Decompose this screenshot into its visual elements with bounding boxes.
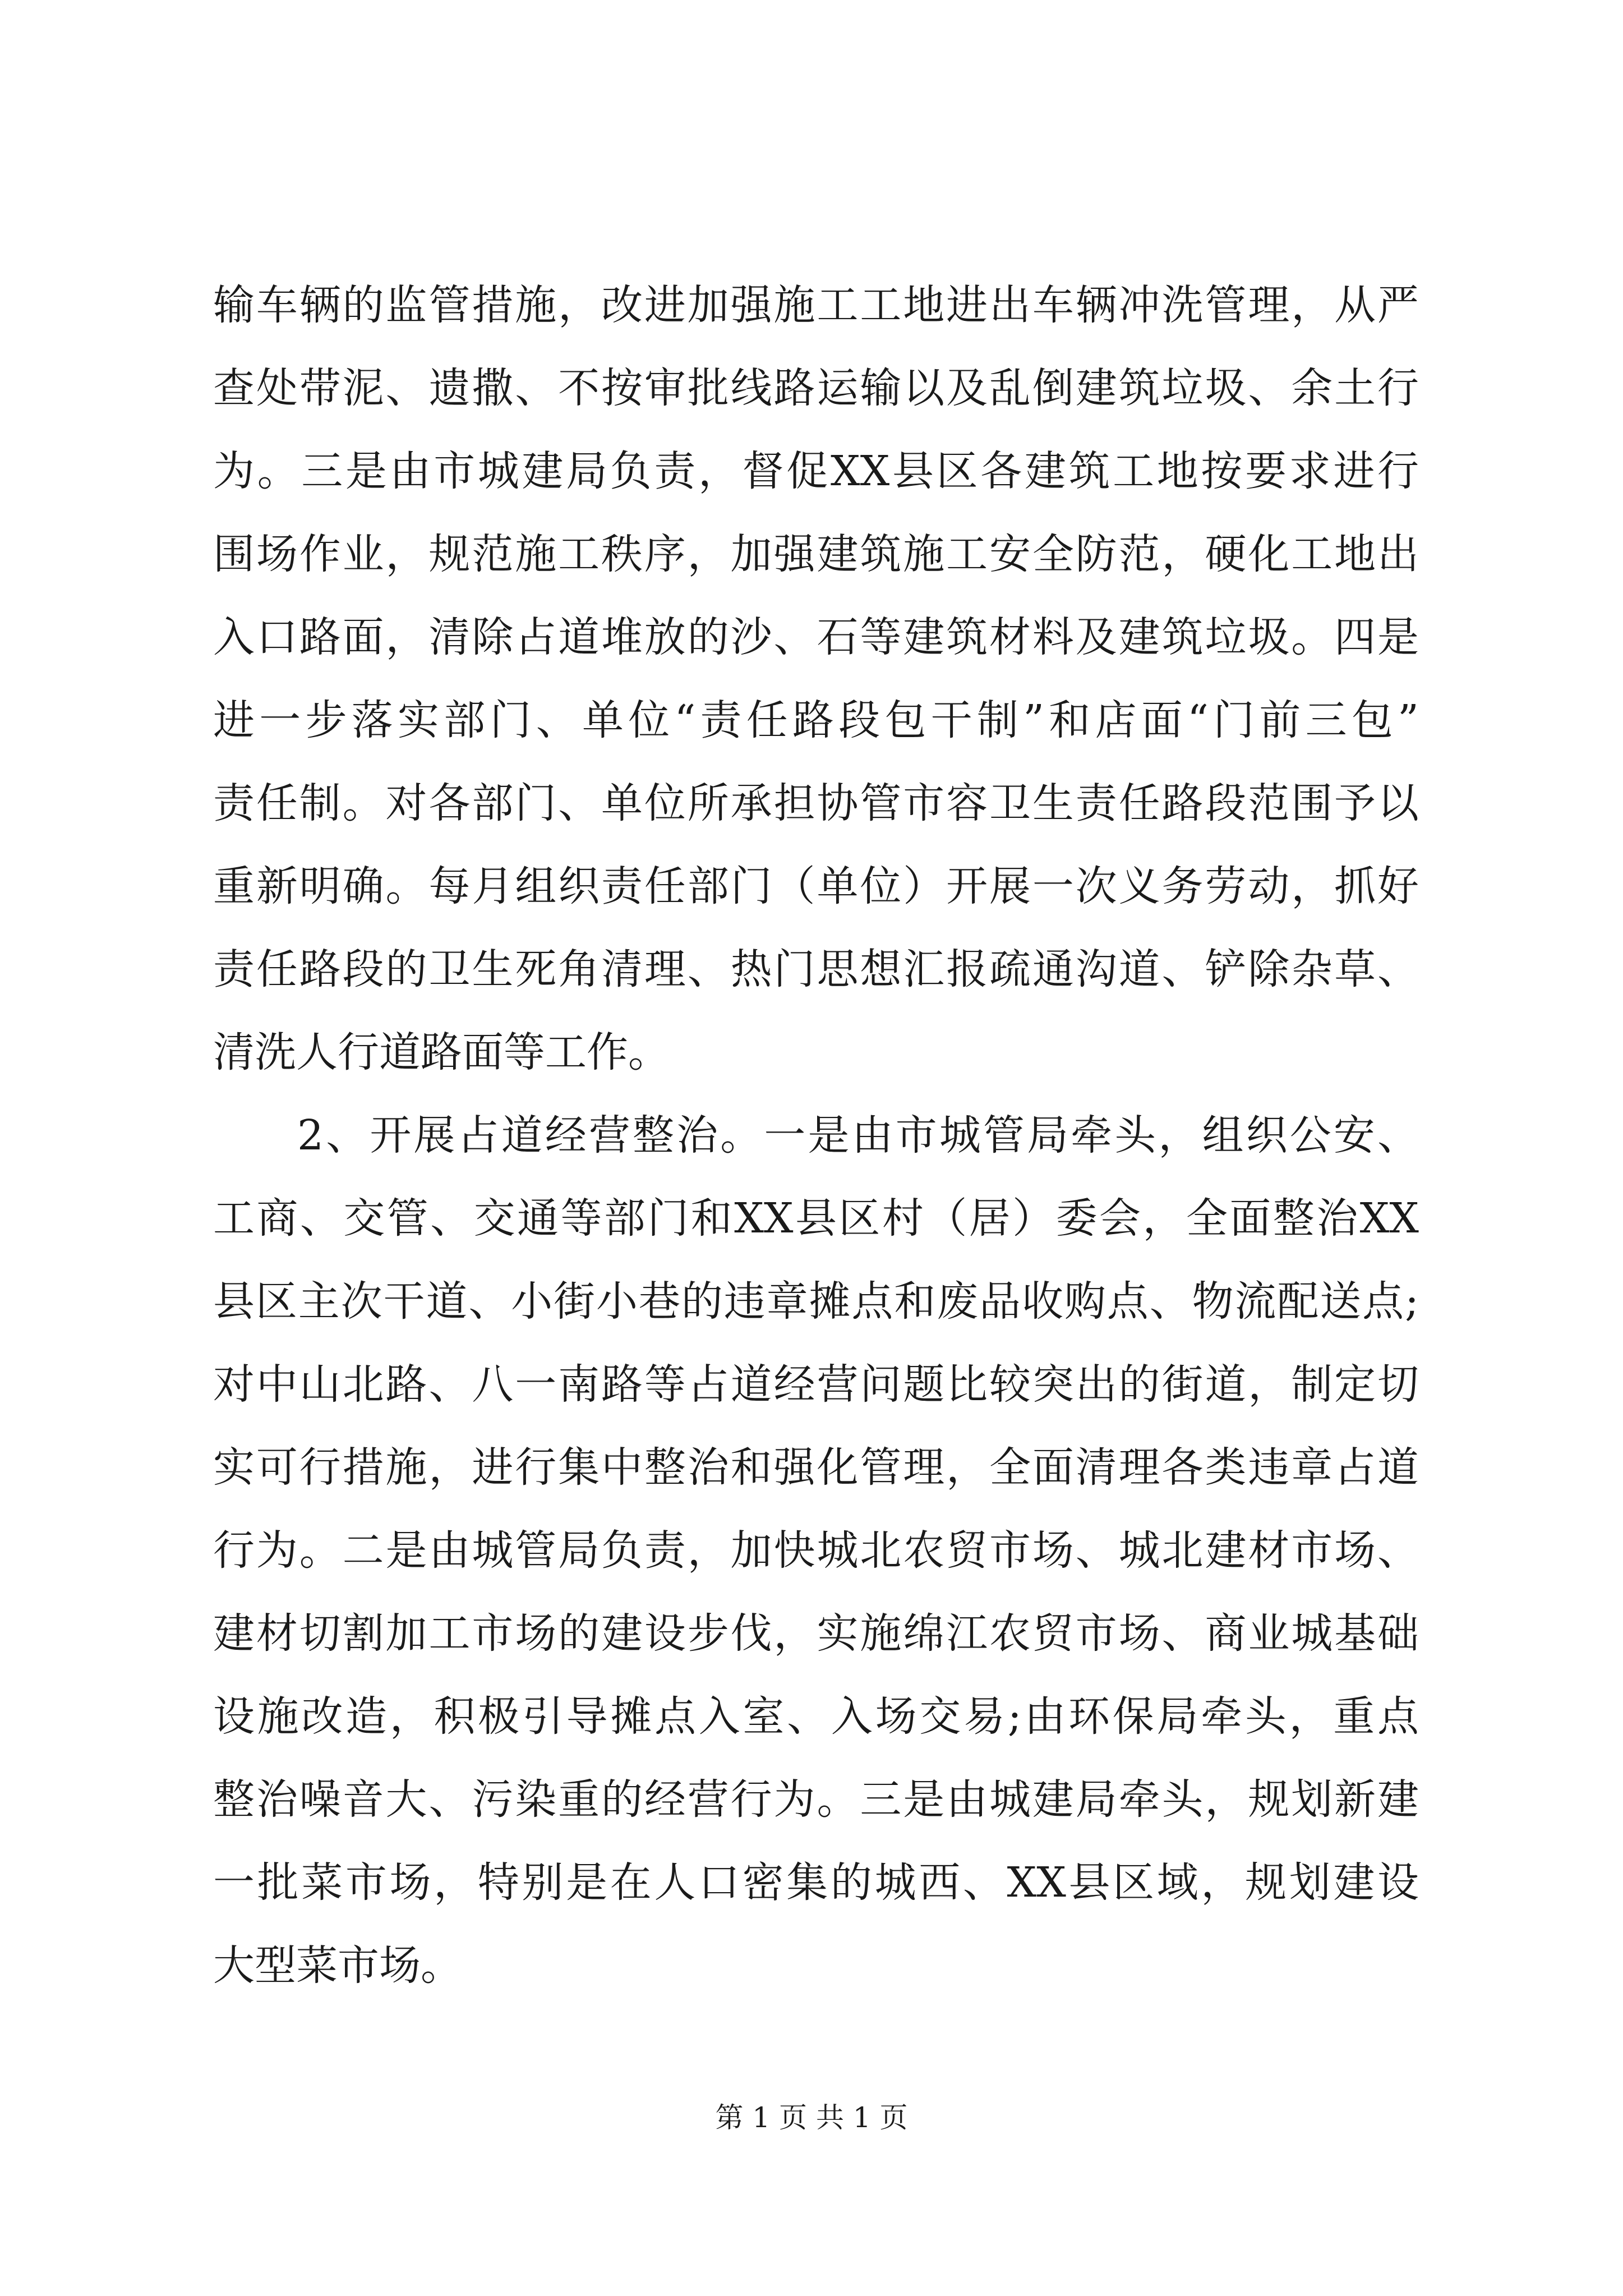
paragraph-2-line: 对中山北路、八一南路等占道经营问题比较突出的街道，制定切: [213, 1360, 1419, 1409]
paragraph-1-line: 查处带泥、遗撒、不按审批线路运输以及乱倒建筑垃圾、余土行: [213, 364, 1419, 412]
paragraph-1-line: 重新明确。每月组织责任部门（单位）开展一次义务劳动，抓好: [213, 862, 1419, 910]
paragraph-2-line: 实可行措施，进行集中整治和强化管理，全面清理各类违章占道: [213, 1443, 1419, 1492]
paragraph-2-line: 整治噪音大、污染重的经营行为。三是由城建局牵头，规划新建: [213, 1775, 1419, 1824]
paragraph-1-line: 责任路段的卫生死角清理、热门思想汇报疏通沟道、铲除杂草、: [213, 945, 1419, 993]
paragraph-2-line: 2、开展占道经营整治。一是由市城管局牵头，组织公安、: [297, 1111, 1419, 1159]
paragraph-2-line: 一批菜市场，特别是在人口密集的城西、XX县区域，规划建设: [213, 1858, 1419, 1907]
paragraph-2-line: 设施改造，积极引导摊点入室、入场交易;由环保局牵头，重点: [213, 1692, 1419, 1741]
paragraph-1-line: 为。三是由市城建局负责，督促XX县区各建筑工地按要求进行: [213, 447, 1419, 495]
paragraph-1-line: 输车辆的监管措施，改进加强施工工地进出车辆冲洗管理，从严: [213, 281, 1419, 329]
paragraph-2-line: 县区主次干道、小街小巷的违章摊点和废品收购点、物流配送点;: [213, 1277, 1419, 1326]
page-footer: 第 1 页 共 1 页: [715, 2101, 908, 2134]
paragraph-1-line: 围场作业，规范施工秩序，加强建筑施工安全防范，硬化工地出: [213, 530, 1419, 578]
paragraph-2-line: 大型菜市场。: [213, 1941, 462, 1990]
paragraph-1-line: 责任制。对各部门、单位所承担协管市容卫生责任路段范围予以: [213, 779, 1419, 827]
paragraph-1-line: 清洗人行道路面等工作。: [213, 1028, 670, 1076]
body-text: [213, 264, 1419, 2007]
paragraph-2-line: 行为。二是由城管局负责，加快城北农贸市场、城北建材市场、: [213, 1526, 1419, 1575]
paragraph-2-line: 工商、交管、交通等部门和XX县区村（居）委会，全面整治XX: [213, 1194, 1419, 1243]
paragraph-1-line: 进一步落实部门、单位“责任路段包干制”和店面“门前三包”: [213, 696, 1419, 744]
paragraph-2-line: 建材切割加工市场的建设步伐，实施绵江农贸市场、商业城基础: [213, 1609, 1419, 1658]
paragraph-1-line: 入口路面，清除占道堆放的沙、石等建筑材料及建筑垃圾。四是: [213, 613, 1419, 661]
